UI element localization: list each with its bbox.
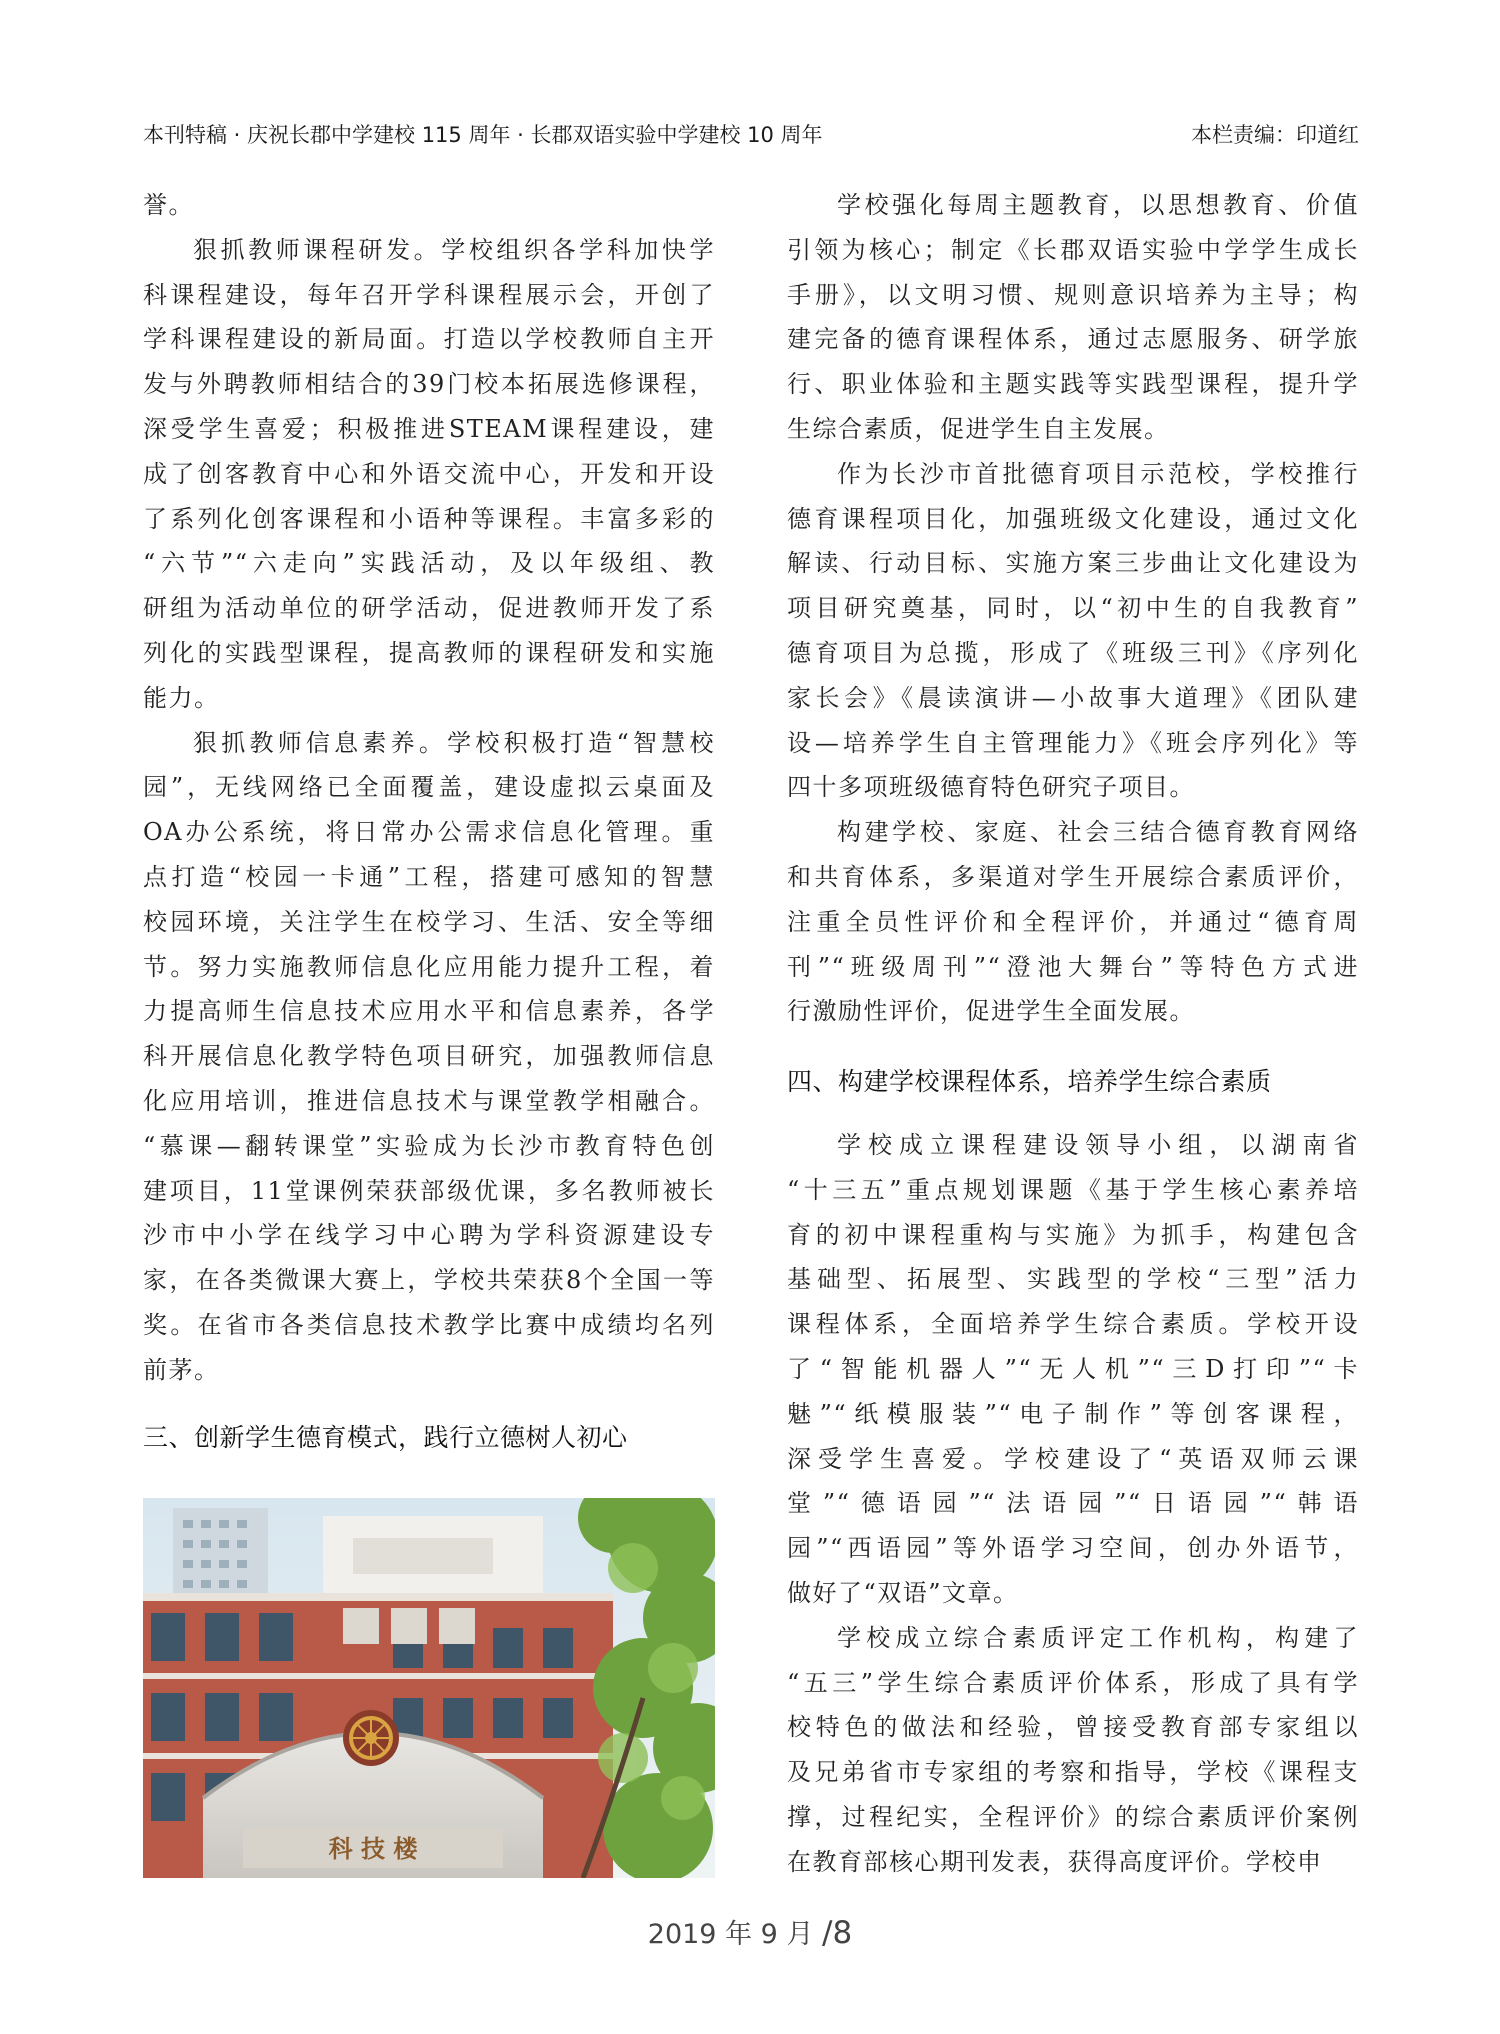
text-line: 了“智能机器人”“无人机”“三D打印”“卡 xyxy=(787,1354,1359,1383)
text-line: 狠抓教师信息素养。学校积极打造“智慧校 xyxy=(193,728,715,757)
right-column-text-top xyxy=(787,183,1359,1034)
text-line: 行、职业体验和主题实践等实践型课程，提升学 xyxy=(787,370,1359,399)
header-editor: 本栏责编：印道红 xyxy=(1191,123,1359,147)
text-line: 力提高师生信息技术应用水平和信息素养，各学 xyxy=(143,997,715,1026)
text-line: 园”“西语园”等外语学习空间，创办外语节， xyxy=(787,1534,1359,1563)
text-line: 沙市中小学在线学习中心聘为学科资源建设专 xyxy=(143,1221,715,1250)
text-line: 刊”“班级周刊”“澄池大舞台”等特色方式进 xyxy=(787,952,1359,981)
text-line: 生综合素质，促进学生自主发展。 xyxy=(787,414,1170,443)
text-line: 建项目，11堂课例荣获部级优课，多名教师被长 xyxy=(143,1176,715,1205)
left-column-text xyxy=(143,183,715,1393)
page-header xyxy=(143,116,1361,152)
text-line: 建完备的德育课程体系，通过志愿服务、研学旅 xyxy=(787,325,1359,354)
text-line: “五三”学生综合素质评价体系，形成了具有学 xyxy=(787,1668,1359,1697)
text-line: 德育项目为总揽，形成了《班级三刊》《序列化 xyxy=(787,638,1359,667)
footer-year: 2019 xyxy=(647,1919,717,1950)
text-line: 列化的实践型课程，提高教师的课程研发和实施 xyxy=(143,638,715,667)
text-line: 在教育部核心期刊发表，获得高度评价。学校申 xyxy=(787,1847,1323,1876)
text-line: 成了创客教育中心和外语交流中心，开发和开设 xyxy=(143,459,715,488)
campus-building-photo xyxy=(143,1498,715,1878)
text-line: 誉。 xyxy=(143,191,194,219)
text-line: 学校成立综合素质评定工作机构，构建了 xyxy=(837,1623,1359,1652)
text-line: 德育课程项目化，加强班级文化建设，通过文化 xyxy=(787,504,1359,533)
text-line: 节。努力实施教师信息化应用能力提升工程，着 xyxy=(143,952,715,981)
text-line: 手册》，以文明习惯、规则意识培养为主导；构 xyxy=(787,280,1359,309)
text-line: “六节”“六走向”实践活动，及以年级组、教 xyxy=(143,549,715,578)
text-line: 科课程建设，每年召开学科课程展示会，开创了 xyxy=(143,280,715,309)
text-line: 能力。 xyxy=(143,683,220,712)
text-line: 深受学生喜爱。学校建设了“英语双师云课 xyxy=(787,1444,1359,1473)
text-line: 学科课程建设的新局面。打造以学校教师自主开 xyxy=(143,325,715,354)
footer-year-char: 年 xyxy=(725,1919,753,1950)
text-line: 学校强化每周主题教育，以思想教育、价值 xyxy=(837,191,1359,219)
page-number: 8 xyxy=(832,1915,853,1951)
text-line: 深受学生喜爱；积极推进STEAM课程建设，建 xyxy=(143,414,715,443)
text-line: OA办公系统，将日常办公需求信息化管理。重 xyxy=(143,818,715,847)
text-line: 行激励性评价，促进学生全面发展。 xyxy=(787,997,1195,1026)
text-line: 发与外聘教师相结合的39门校本拓展选修课程， xyxy=(143,370,715,399)
text-line: “慕课—翻转课堂”实验成为长沙市教育特色创 xyxy=(143,1131,715,1160)
building-sign-text: 科 技 楼 xyxy=(328,1834,418,1863)
text-line: 校特色的做法和经验，曾接受教育部专家组以 xyxy=(787,1713,1359,1742)
text-line: 项目研究奠基，同时，以“初中生的自我教育” xyxy=(787,594,1359,623)
text-line: 科开展信息化教学特色项目研究，加强教师信息 xyxy=(143,1042,715,1071)
text-line: 点打造“校园一卡通”工程，搭建可感知的智慧 xyxy=(143,862,715,891)
text-line: 课程体系，全面培养学生综合素质。学校开设 xyxy=(787,1310,1359,1339)
text-line: “十三五”重点规划课题《基于学生核心素养培 xyxy=(787,1175,1359,1204)
text-line: 堂”“德语园”“法语园”“日语园”“韩语 xyxy=(787,1489,1359,1518)
text-line: 魅”“纸模服装”“电子制作”等创客课程， xyxy=(787,1399,1359,1428)
text-line: 狠抓教师课程研发。学校组织各学科加快学 xyxy=(193,235,715,264)
text-line: 基础型、拓展型、实践型的学校“三型”活力 xyxy=(787,1265,1359,1294)
text-line: 作为长沙市首批德育项目示范校，学校推行 xyxy=(837,459,1359,488)
text-line: 注重全员性评价和全程评价，并通过“德育周 xyxy=(787,907,1359,936)
footer-slash: / xyxy=(822,1915,833,1951)
text-line: 设—培养学生自主管理能力》《班会序列化》等 xyxy=(787,728,1359,757)
text-line: 了系列化创客课程和小语种等课程。丰富多彩的 xyxy=(143,504,715,533)
text-line: 前茅。 xyxy=(143,1355,220,1384)
section-heading-4: 四、构建学校课程体系，培养学生综合素质 xyxy=(787,1067,1272,1096)
text-line: 家长会》《晨读演讲—小故事大道理》《团队建 xyxy=(787,683,1359,712)
text-line: 育的初中课程重构与实施》为抓手，构建包含 xyxy=(787,1220,1359,1249)
text-line: 引领为核心；制定《长郡双语实验中学学生成长 xyxy=(787,235,1359,264)
text-line: 学校成立课程建设领导小组，以湖南省 xyxy=(837,1131,1359,1159)
text-line: 家，在各类微课大赛上，学校共荣获8个全国一等 xyxy=(143,1266,715,1295)
text-line: 和共育体系，多渠道对学生开展综合素质评价， xyxy=(787,862,1359,891)
section-heading-3: 三、创新学生德育模式，践行立德树人初心 xyxy=(143,1423,628,1452)
header-section-title: 本刊特稿 · 庆祝长郡中学建校 115 周年 · 长郡双语实验中学建校 10 周年 xyxy=(143,123,823,147)
text-line: 构建学校、家庭、社会三结合德育教育网络 xyxy=(837,818,1359,847)
text-line: 化应用培训，推进信息技术与课堂教学相融合。 xyxy=(143,1086,715,1115)
footer-month-char: 月 xyxy=(786,1919,814,1950)
right-column-text-bottom xyxy=(787,1123,1359,1885)
footer-month: 9 xyxy=(760,1919,778,1950)
text-line: 做好了“双语”文章。 xyxy=(787,1578,1019,1607)
text-line: 四十多项班级德育特色研究子项目。 xyxy=(787,773,1195,802)
text-line: 校园环境，关注学生在校学习、生活、安全等细 xyxy=(143,907,715,936)
page-footer xyxy=(0,1912,1500,1951)
text-line: 及兄弟省市专家组的考察和指导，学校《课程支 xyxy=(787,1758,1359,1787)
text-line: 研组为活动单位的研学活动，促进教师开发了系 xyxy=(143,594,715,623)
text-line: 撑，过程纪实，全程评价》的综合素质评价案例 xyxy=(787,1802,1359,1831)
text-line: 奖。在省市各类信息技术教学比赛中成绩均名列 xyxy=(143,1310,715,1339)
text-line: 园”，无线网络已全面覆盖，建设虚拟云桌面及 xyxy=(143,773,715,802)
text-line: 解读、行动目标、实施方案三步曲让文化建设为 xyxy=(787,549,1359,578)
